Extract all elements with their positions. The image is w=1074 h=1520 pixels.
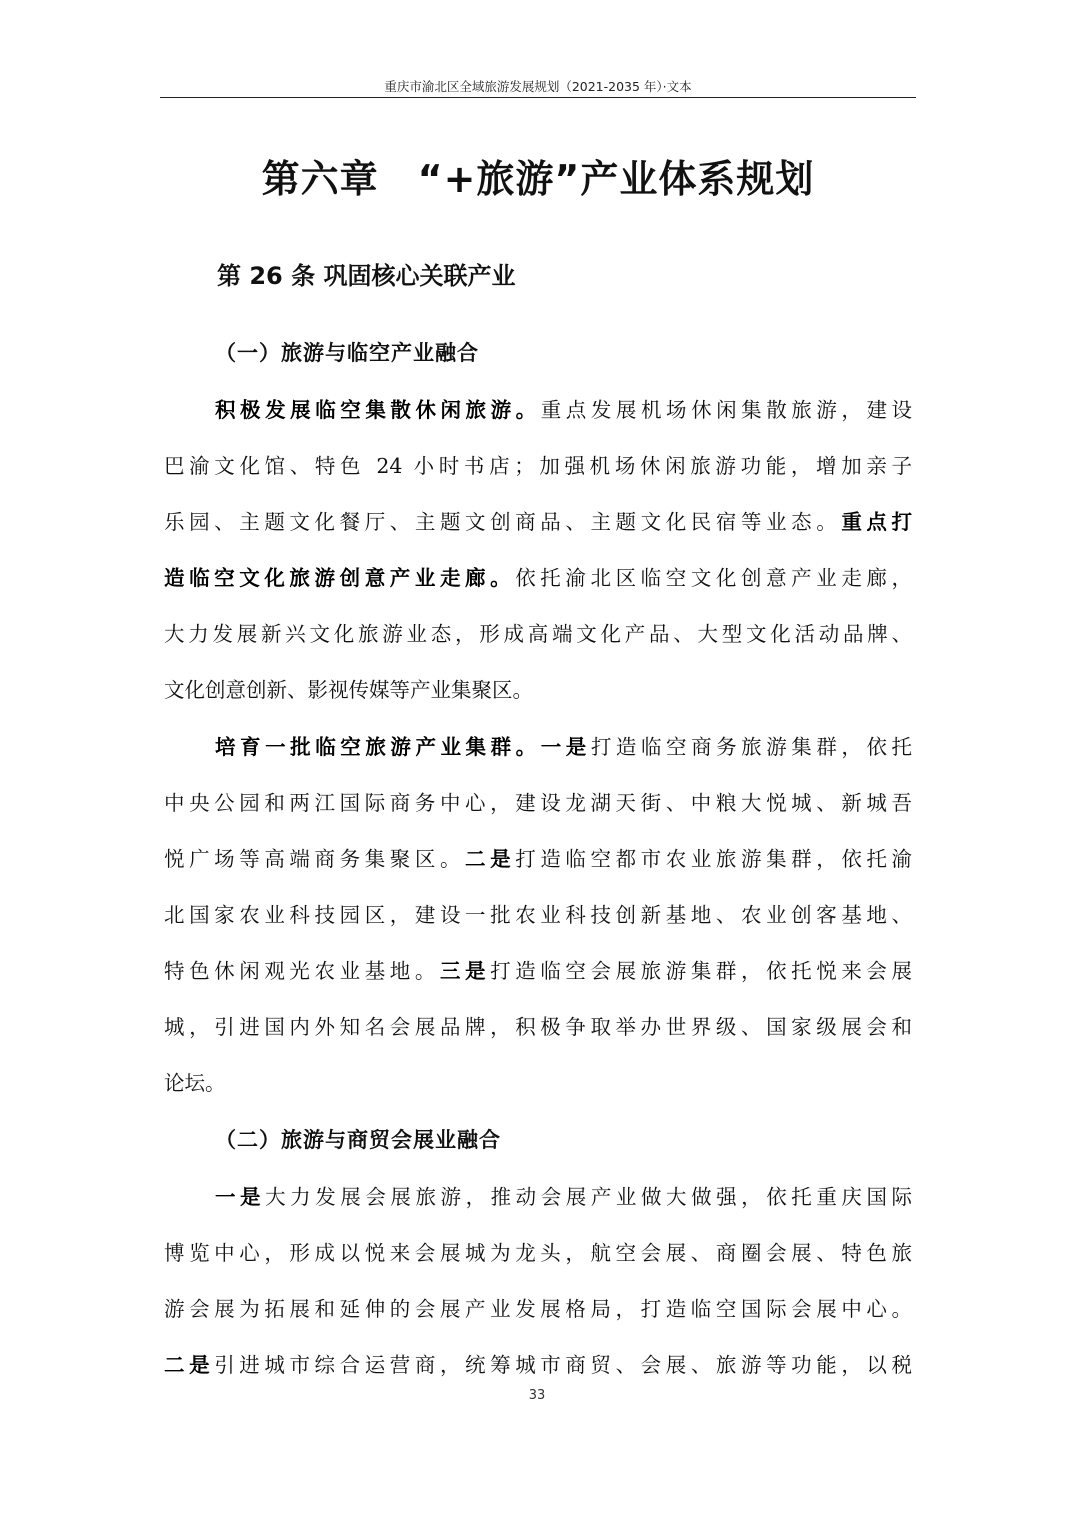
paragraph-line: 大力发展新兴文化旅游业态，形成高端文化产品、大型文化活动品牌、 xyxy=(164,622,912,646)
header-rule xyxy=(160,97,916,98)
paragraph-line: 北国家农业科技园区，建设一批农业科技创新基地、农业创客基地、 xyxy=(164,903,912,927)
paragraph-line: 特色休闲观光农业基地。三是打造临空会展旅游集群，依托悦来会展 xyxy=(164,959,912,983)
paragraph-line: 悦广场等高端商务集聚区。二是打造临空都市农业旅游集群，依托渝 xyxy=(164,847,912,871)
section-heading: （一）旅游与临空产业融合 xyxy=(215,340,479,365)
paragraph-line: 一是大力发展会展旅游，推动会展产业做大做强，依托重庆国际 xyxy=(215,1185,912,1209)
paragraph-line: 文化创意创新、影视传媒等产业集聚区。 xyxy=(164,678,533,702)
paragraph-line: 城，引进国内外知名会展品牌，积极争取举办世界级、国家级展会和 xyxy=(164,1015,912,1039)
paragraph-line: 论坛。 xyxy=(164,1071,226,1095)
chapter-title: 第六章 “+旅游”产业体系规划 xyxy=(261,157,815,201)
paragraph-line: 博览中心，形成以悦来会展城为龙头，航空会展、商圈会展、特色旅 xyxy=(164,1241,912,1265)
paragraph-line: 积极发展临空集散休闲旅游。重点发展机场休闲集散旅游，建设 xyxy=(215,398,912,422)
paragraph-line: 乐园、主题文化餐厅、主题文创商品、主题文化民宿等业态。重点打 xyxy=(164,510,912,534)
paragraph-line: 中央公园和两江国际商务中心，建设龙湖天街、中粮大悦城、新城吾 xyxy=(164,791,912,815)
page-number: 33 xyxy=(528,1388,546,1403)
paragraph-line: 造临空文化旅游创意产业走廊。依托渝北区临空文化创意产业走廊， xyxy=(164,566,912,590)
paragraph-line: 游会展为拓展和延伸的会展产业发展格局，打造临空国际会展中心。 xyxy=(164,1297,912,1321)
section-heading: （二）旅游与商贸会展业融合 xyxy=(215,1127,501,1152)
paragraph-line: 巴渝文化馆、特色 24 小时书店；加强机场休闲旅游功能，增加亲子 xyxy=(164,454,912,478)
paragraph-line: 二是引进城市综合运营商，统筹城市商贸、会展、旅游等功能，以税 xyxy=(164,1353,912,1377)
article-title: 第 26 条 巩固核心关联产业 xyxy=(217,262,516,290)
paragraph-line: 培育一批临空旅游产业集群。一是打造临空商务旅游集群，依托 xyxy=(215,735,912,759)
running-header: 重庆市渝北区全域旅游发展规划（2021-2035 年）·文本 xyxy=(384,79,692,94)
